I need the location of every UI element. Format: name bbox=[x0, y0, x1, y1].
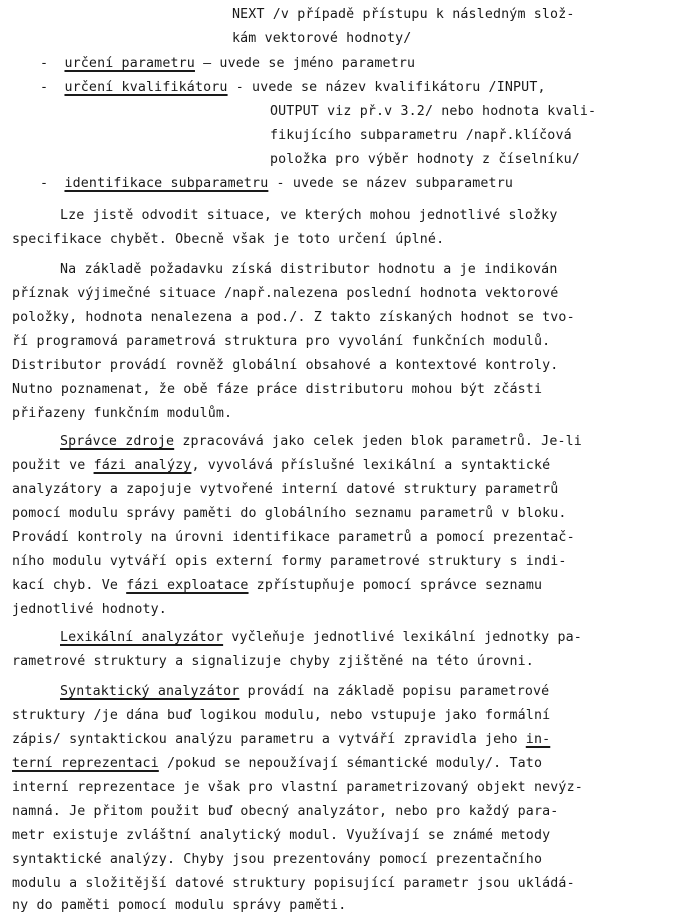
p3-line-2-pre: použit ve bbox=[12, 458, 94, 473]
intro-line-2: kám vektorové hodnoty/ bbox=[232, 31, 412, 46]
p3-line-7 bbox=[12, 576, 542, 596]
p3-line-7-pre: kací chyb. Ve bbox=[12, 578, 127, 593]
p3-line-2-text: , vyvolává příslušné lexikální a syntaktické bbox=[191, 458, 551, 473]
p5-line-3 bbox=[12, 730, 550, 750]
p5-line-1 bbox=[60, 682, 549, 702]
term-identifikace-subparametru: identifikace subparametru bbox=[64, 176, 269, 191]
p3-line-6: ního modulu vytváří opis externí formy parametrové struktury s indi- bbox=[12, 554, 567, 569]
bullet-kvalifikator-cont-3: položka pro výběr hodnoty z číselníku/ bbox=[270, 152, 580, 167]
p4-line-2: rametrové struktury a signalizuje chyby zjištěné na této úrovni. bbox=[12, 654, 534, 669]
p1-line-1: Lze jistě odvodit situace, ve kterých mohou jednotlivé složky bbox=[60, 208, 558, 223]
p2-line-4: ří programová parametrová struktura pro vyvolání funkčních modulů. bbox=[12, 334, 551, 349]
p2-line-7: přiřazeny funkčním modulům. bbox=[12, 406, 233, 421]
intro-line-1: NEXT /v případě přístupu k následným slož- bbox=[232, 7, 575, 22]
p3-line-1 bbox=[60, 432, 582, 452]
p4-line-1 bbox=[60, 628, 582, 648]
p3-line-2 bbox=[12, 456, 550, 476]
term-syntakticky-analyzator: Syntaktický analyzátor bbox=[60, 684, 240, 699]
term-faze-exploatace: fázi exploatace bbox=[126, 578, 249, 593]
p5-line-8: syntaktické analýzy. Chyby jsou prezentovány pomocí prezentačního bbox=[12, 852, 543, 867]
bullet-subparametr bbox=[40, 174, 513, 194]
p5-line-7: metr existuje zvláštní analytický modul. Využívají se známé metody bbox=[12, 828, 551, 843]
term-spravce-zdroje: Správce zdroje bbox=[60, 434, 175, 449]
bullet-kvalifikator-cont-2: fikujícího subparametru /např.klíčová bbox=[270, 128, 572, 143]
bullet-text: – uvede se jméno parametru bbox=[194, 56, 416, 71]
p5-line-4-text: /pokud se nepoužívají sémantické moduly/. Tato bbox=[158, 756, 543, 771]
p2-line-6: Nutno poznamenat, že obě fáze práce distributoru mohou být zčásti bbox=[12, 382, 543, 397]
bullet-text: - uvede se název kvalifikátoru /INPUT, bbox=[227, 80, 546, 95]
term-interni-reprezentace-a: in- bbox=[525, 732, 551, 747]
p4-line-1-text: vyčleňuje jednotlivé lexikální jednotky pa- bbox=[223, 630, 582, 645]
p2-line-3: položky, hodnota nenalezena a pod./. Z takto získaných hodnot se tvo- bbox=[12, 310, 575, 325]
p2-line-1: Na základě požadavku získá distributor hodnotu a je indikován bbox=[60, 262, 558, 277]
bullet-dash: - bbox=[40, 176, 49, 191]
bullet-dash: - bbox=[40, 80, 49, 95]
p5-line-6: namná. Je přitom použit buď obecný analyzátor, nebo pro každý para- bbox=[12, 804, 559, 819]
p5-line-10: ny do paměti pomocí modulu správy paměti. bbox=[12, 898, 347, 913]
p5-line-3-pre: zápis/ syntaktickou analýzu parametru a vytváří zpravidla jeho bbox=[12, 732, 526, 747]
bullet-parametr bbox=[40, 54, 415, 74]
p3-line-5: Provádí kontroly na úrovni identifikace parametrů a pomocí prezentač- bbox=[12, 530, 575, 545]
p3-line-4: pomocí modulu správy paměti do globálního seznamu parametrů v bloku. bbox=[12, 506, 567, 521]
term-faze-analyzy: fázi analýzy bbox=[93, 458, 192, 473]
bullet-kvalifikator-cont-1: OUTPUT viz př.v 3.2/ nebo hodnota kvali- bbox=[270, 104, 597, 119]
p5-line-9: modulu a složitější datové struktury popisující parametr jsou ukládá- bbox=[12, 876, 575, 891]
term-interni-reprezentace-b: terní reprezentaci bbox=[12, 756, 159, 771]
p5-line-2: struktury /je dána buď logikou modulu, nebo vstupuje jako formální bbox=[12, 708, 551, 723]
p3-line-8: jednotlivé hodnoty. bbox=[12, 602, 167, 617]
p5-line-5: interní reprezentace je však pro vlastní parametrizovaný objekt nevýz- bbox=[12, 780, 583, 795]
term-urceni-parametru: určení parametru bbox=[64, 56, 195, 71]
p2-line-2: příznak výjimečné situace /např.nalezena poslední hodnota vektorové bbox=[12, 286, 559, 301]
term-urceni-kvalifikatoru: určení kvalifikátoru bbox=[64, 80, 228, 95]
p3-line-1-text: zpracovává jako celek jeden blok parametrů. Je-li bbox=[174, 434, 582, 449]
bullet-text: - uvede se název subparametru bbox=[268, 176, 514, 191]
p1-line-2: specifikace chybět. Obecně však je toto určení úplné. bbox=[12, 232, 445, 247]
p3-line-7-text: zpřístupňuje pomocí správce seznamu bbox=[248, 578, 543, 593]
p3-line-3: analyzátory a zapojuje vytvořené interní datové struktury parametrů bbox=[12, 482, 559, 497]
bullet-kvalifikator bbox=[40, 78, 546, 98]
p5-line-4 bbox=[12, 754, 542, 774]
p5-line-1-text: provádí na základě popisu parametrové bbox=[239, 684, 550, 699]
p2-line-5: Distributor provádí rovněž globální obsahové a kontextové kontroly. bbox=[12, 358, 559, 373]
term-lexikalni-analyzator: Lexikální analyzátor bbox=[60, 630, 224, 645]
bullet-dash: - bbox=[40, 56, 49, 71]
